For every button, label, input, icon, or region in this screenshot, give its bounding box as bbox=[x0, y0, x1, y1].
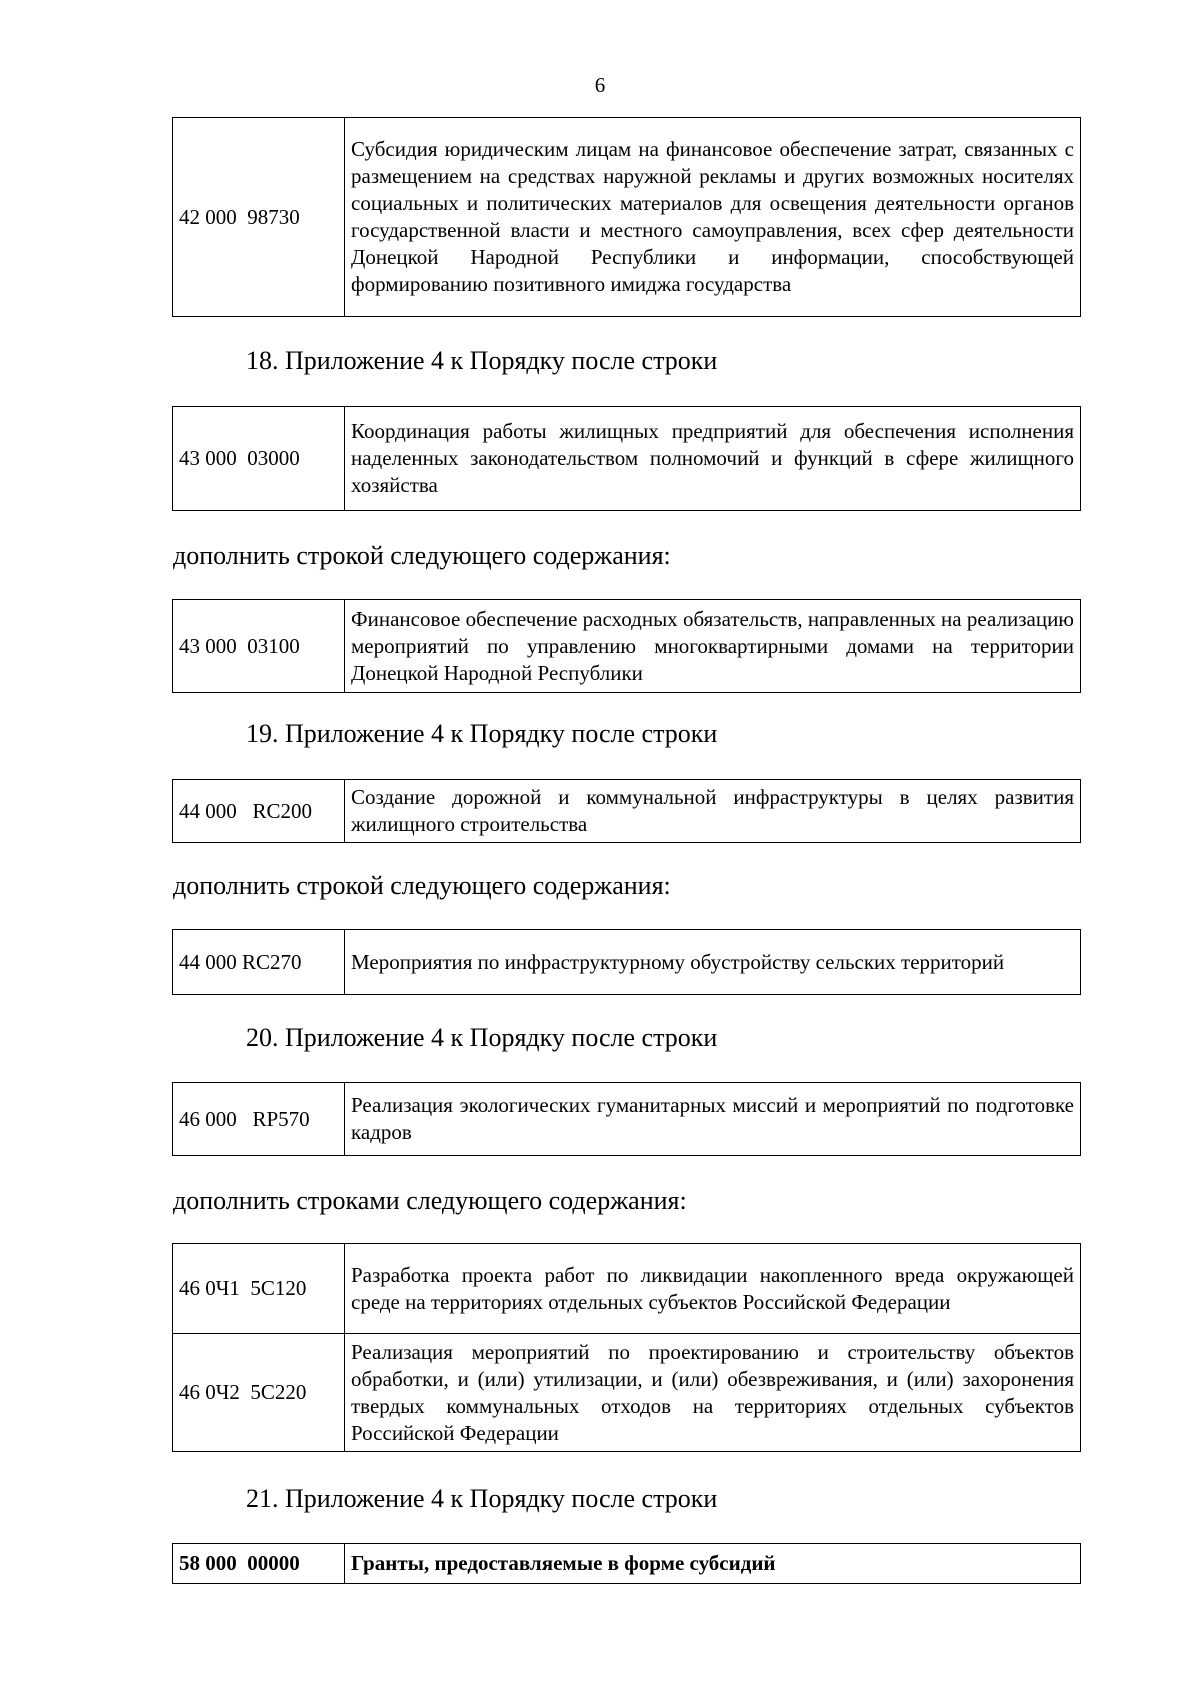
table-row bbox=[173, 118, 1081, 317]
classification-table bbox=[172, 1543, 1081, 1584]
classification-table bbox=[172, 1243, 1081, 1452]
table-row bbox=[173, 1334, 1081, 1452]
classification-table bbox=[172, 406, 1081, 511]
description-cell: Мероприятия по инфраструктурному обустройству сельских территорий bbox=[345, 930, 1081, 995]
table-row bbox=[173, 1544, 1081, 1584]
description-cell: Координация работы жилищных предприятий для обеспечения исполнения наделенных законодательством полномочий и функций в сфере жилищного хозяйства bbox=[345, 407, 1081, 511]
classification-table bbox=[172, 929, 1081, 995]
instruction-text: дополнить строкой следующего содержания: bbox=[173, 871, 671, 900]
code-cell: 43 000 03100 bbox=[173, 600, 345, 693]
code-cell: 46 0Ч2 5С220 bbox=[173, 1334, 345, 1452]
classification-table bbox=[172, 779, 1081, 843]
classification-table bbox=[172, 599, 1081, 693]
code-cell: 44 000 RC270 bbox=[173, 930, 345, 995]
description-cell: Финансовое обеспечение расходных обязательств, направленных на реализацию мероприятий по управлению многоквартирными домами на территории Донецкой Народной Республики bbox=[345, 600, 1081, 693]
table-row bbox=[173, 1244, 1081, 1334]
section-heading: 18. Приложение 4 к Порядку после строки bbox=[246, 346, 718, 375]
description-cell: Реализация мероприятий по проектированию и строительству объектов обработки, и (или) утилизации, и (или) обезвреживания, и (или) захоронения твердых коммунальных отходов на территориях отдельных субъектов Российской Федерации bbox=[345, 1334, 1081, 1452]
table-row bbox=[173, 1083, 1081, 1156]
table-row bbox=[173, 930, 1081, 995]
instruction-text: дополнить строкой следующего содержания: bbox=[173, 541, 671, 570]
description-cell: Субсидия юридическим лицам на финансовое обеспечение затрат, связанных с размещением на средствах наружной рекламы и других возможных носителях социальных и политических материалов для освещения деятельности органов государственной власти и местного самоуправления, всех сфер деятельности Донецкой Народной Республики и информации, способствующей формированию позитивного имиджа государства bbox=[345, 118, 1081, 317]
description-cell: Реализация экологических гуманитарных миссий и мероприятий по подготовке кадров bbox=[345, 1083, 1081, 1156]
code-cell: 43 000 03000 bbox=[173, 407, 345, 511]
section-heading: 19. Приложение 4 к Порядку после строки bbox=[246, 719, 718, 748]
table-row bbox=[173, 780, 1081, 843]
instruction-text: дополнить строками следующего содержания: bbox=[173, 1186, 687, 1215]
table-row bbox=[173, 600, 1081, 693]
code-cell: 46 0Ч1 5С120 bbox=[173, 1244, 345, 1334]
classification-table bbox=[172, 117, 1081, 317]
description-cell: Разработка проекта работ по ликвидации накопленного вреда окружающей среде на территориях отдельных субъектов Российской Федерации bbox=[345, 1244, 1081, 1334]
section-heading: 21. Приложение 4 к Порядку после строки bbox=[246, 1484, 718, 1513]
classification-table bbox=[172, 1082, 1081, 1156]
code-cell: 44 000 RC200 bbox=[173, 780, 345, 843]
description-cell: Гранты, предоставляемые в форме субсидий bbox=[345, 1544, 1081, 1584]
section-heading: 20. Приложение 4 к Порядку после строки bbox=[246, 1023, 718, 1052]
code-cell: 46 000 RP570 bbox=[173, 1083, 345, 1156]
page-number: 6 bbox=[594, 73, 606, 97]
code-cell: 42 000 98730 bbox=[173, 118, 345, 317]
code-cell: 58 000 00000 bbox=[173, 1544, 345, 1584]
table-row bbox=[173, 407, 1081, 511]
description-cell: Создание дорожной и коммунальной инфраструктуры в целях развития жилищного строительства bbox=[345, 780, 1081, 843]
